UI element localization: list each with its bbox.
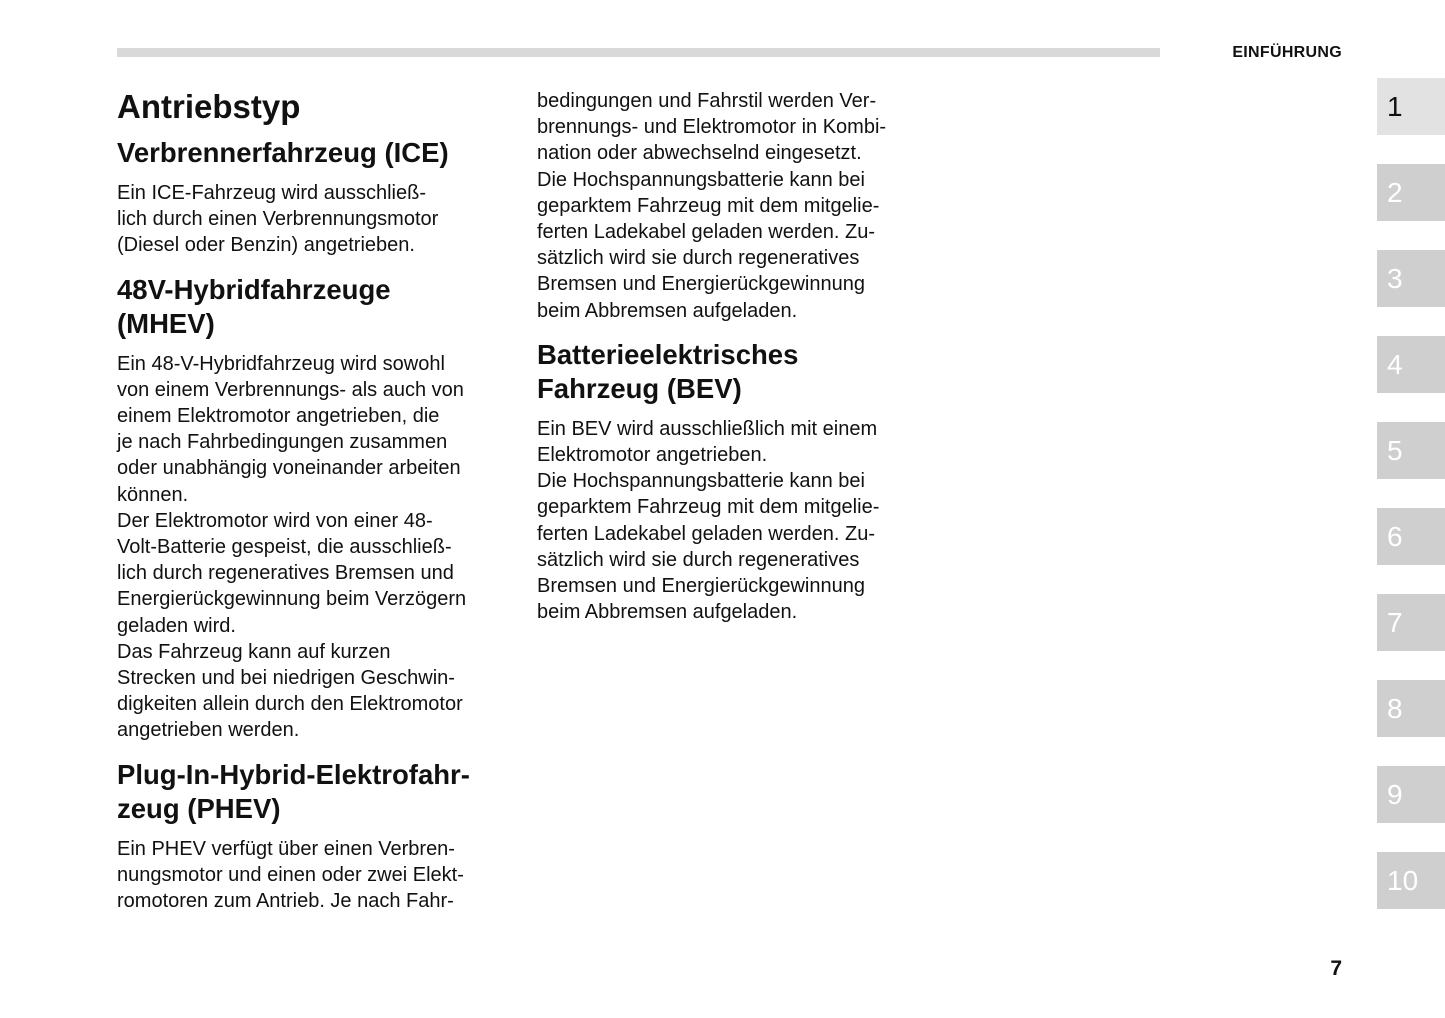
heading-phev: Plug-In-Hybrid-Elektrofahr- zeug (PHEV) bbox=[117, 758, 470, 824]
page-number: 7 bbox=[1330, 957, 1342, 980]
chapter-tabs bbox=[1377, 78, 1445, 938]
chapter-tab-8[interactable]: 8 bbox=[1377, 680, 1445, 737]
paragraph-phev: Ein PHEV verfügt über einen Verbren- nungsmotor und einen oder zwei Elekt- romotoren zum Antrieb. Je nach Fahr- bbox=[117, 837, 464, 913]
chapter-tab-9[interactable]: 9 bbox=[1377, 766, 1445, 823]
chapter-tab-10[interactable]: 10 bbox=[1377, 852, 1445, 909]
left-column bbox=[117, 84, 517, 914]
chapter-tab-1[interactable]: 1 bbox=[1377, 78, 1445, 135]
paragraph-phev-continued: bedingungen und Fahrstil werden Ver- brennungs- und Elektromotor in Kombi- nation oder abwechselnd eingesetzt. Die Hochspannungsbatterie kann bei geparktem Fahrzeug mit dem mitgelie- ferten Ladekabel geladen werden. Zu- sätzlich wird sie durch regeneratives Bremsen und Energierückgewinnung beim Abbremsen aufgeladen. bbox=[537, 90, 887, 322]
heading-bev: Batterieelektrisches Fahrzeug (BEV) bbox=[537, 338, 799, 404]
paragraph-ice: Ein ICE-Fahrzeug wird ausschließ- lich durch einen Verbrennungsmotor (Diesel oder Benzin) angetrieben. bbox=[117, 182, 439, 257]
header-rule bbox=[117, 48, 1160, 57]
chapter-tab-5[interactable]: 5 bbox=[1377, 422, 1445, 479]
chapter-tab-6[interactable]: 6 bbox=[1377, 508, 1445, 565]
chapter-tab-4[interactable]: 4 bbox=[1377, 336, 1445, 393]
chapter-tab-3[interactable]: 3 bbox=[1377, 250, 1445, 307]
chapter-tab-2[interactable]: 2 bbox=[1377, 164, 1445, 221]
chapter-tab-7[interactable]: 7 bbox=[1377, 594, 1445, 651]
paragraph-bev: Ein BEV wird ausschließlich mit einem Elektromotor angetrieben. Die Hochspannungsbatterie kann bei geparktem Fahrzeug mit dem mitgelie- ferten Ladekabel geladen werden. Zu- sätzlich wird sie durch regeneratives Bremsen und Energierückgewinnung beim Abbremsen aufgeladen. bbox=[537, 417, 880, 624]
heading-mhev: 48V-Hybridfahrzeuge (MHEV) bbox=[117, 273, 391, 339]
page-title: Antriebstyp bbox=[117, 88, 301, 125]
paragraph-mhev: Ein 48-V-Hybridfahrzeug wird sowohl von einem Verbrennungs- als auch von einem Elektromotor angetrieben, die je nach Fahrbedingungen zusammen oder unabhängig voneinander arbeiten können. Der Elektromotor wird von einer 48- Volt-Batterie gespeist, die ausschließ- lich durch regeneratives Bremsen und Energierückgewinnung beim Verzögern geladen wird. Das Fahrzeug kann auf kurzen Strecken und bei niedrigen Geschwin- digkeiten allein durch den Elektromotor angetrieben werden. bbox=[117, 352, 467, 742]
heading-ice: Verbrennerfahrzeug (ICE) bbox=[117, 137, 449, 168]
right-column bbox=[537, 88, 937, 625]
section-title: EINFÜHRUNG bbox=[1232, 44, 1342, 61]
